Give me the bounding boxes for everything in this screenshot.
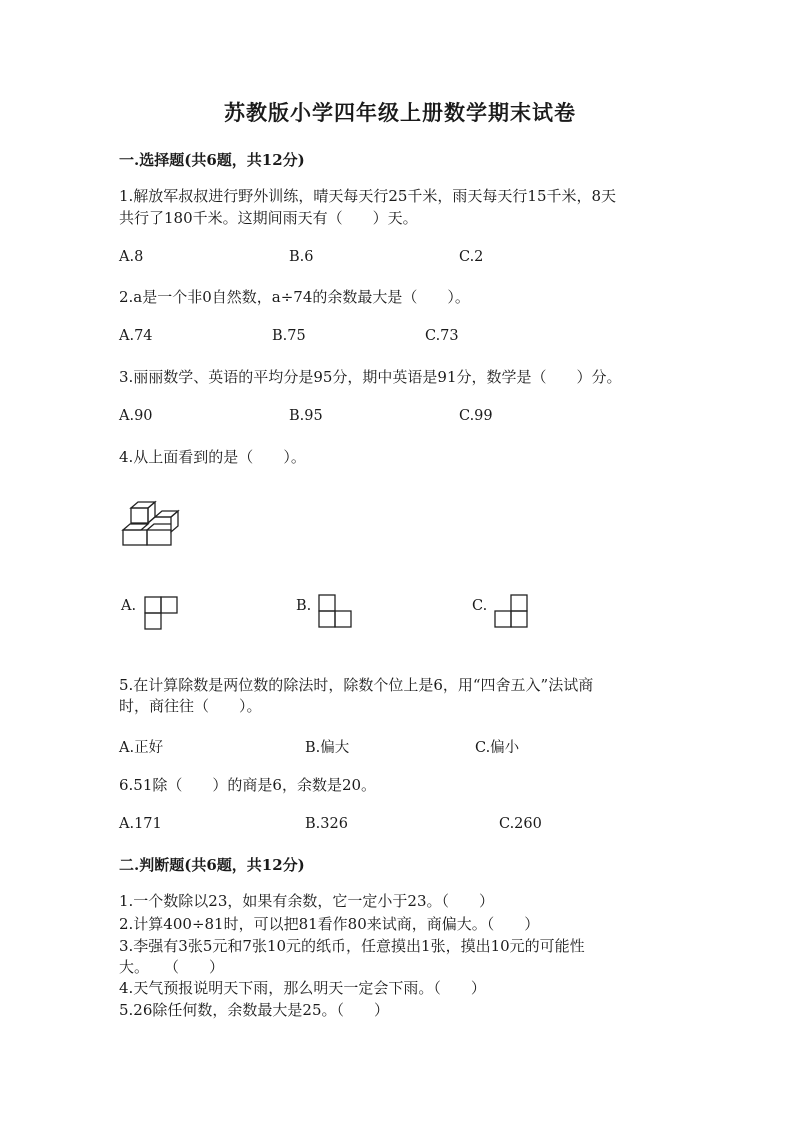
question-6-line-1: 6.51除（ ）的商是6，余数是20。 [119,776,377,794]
question-2-option-a: A.74 [119,328,153,344]
question-5-option-c: C.偏小 [475,740,520,756]
question-3-line-1: 3.丽丽数学、英语的平均分是95分，期中英语是91分，数学是（ ）分。 [119,368,622,386]
question-5-option-a: A.正好 [119,740,164,756]
section-heading-choice: 一.选择题(共6题，共12分) [119,151,305,169]
question-4-line-1: 4.从上面看到的是（ ）。 [119,448,306,466]
question-6-option-a: A.171 [119,816,162,832]
question-2-option-c: C.73 [425,328,459,344]
question-1-option-c: C.2 [459,249,484,265]
question-3-option-c: C.99 [459,408,493,424]
question-2-line-1: 2.a是一个非0自然数，a÷74的余数最大是（ ）。 [119,288,470,306]
question-4-option-c-shape [494,594,528,628]
question-6-option-b: B.326 [305,816,348,832]
question-4-option-b: B. [296,598,312,614]
question-1-option-a: A.8 [119,249,144,265]
question-5-line-1: 5.在计算除数是两位数的除法时，除数个位上是6，用“四舍五入”法试商 [119,676,594,694]
judgment-line-4: 4.天气预报说明天下雨，那么明天一定会下雨。（ ） [119,979,486,997]
question-1-line-2: 共行了180千米。这期间雨天有（ ）天。 [119,209,418,227]
question-4-option-a: A. [121,598,137,614]
question-3-option-b: B.95 [289,408,323,424]
question-4-option-a-shape [144,596,178,630]
question-4-option-b-shape [318,594,352,628]
judgment-line-5: 5.26除任何数，余数最大是25。（ ） [119,1001,389,1019]
section-heading-judgment: 二.判断题(共6题，共12分) [119,856,305,874]
judgment-line-1: 1.一个数除以23，如果有余数，它一定小于23。（ ） [119,892,494,910]
question-1-line-1: 1.解放军叔叔进行野外训练，晴天每天行25千米，雨天每天行15千米，8天 [119,187,617,205]
question-1-option-b: B.6 [289,249,314,265]
question-6-option-c: C.260 [499,816,542,832]
question-5-line-2: 时，商往往（ ）。 [119,697,262,715]
question-2-option-b: B.75 [272,328,306,344]
judgment-line-3-cont: 大。 （ ） [119,958,225,976]
question-3-option-a: A.90 [119,408,153,424]
judgment-line-3: 3.李强有3张5元和7张10元的纸币，任意摸出1张，摸出10元的可能性 [119,937,585,955]
judgment-line-2: 2.计算400÷81时，可以把81看作80来试商，商偏大。（ ） [119,915,540,933]
cube-stack-figure [119,500,181,548]
question-4-option-c: C. [472,598,488,614]
page-title: 苏教版小学四年级上册数学期末试卷 [224,100,576,125]
question-5-option-b: B.偏大 [305,740,350,756]
